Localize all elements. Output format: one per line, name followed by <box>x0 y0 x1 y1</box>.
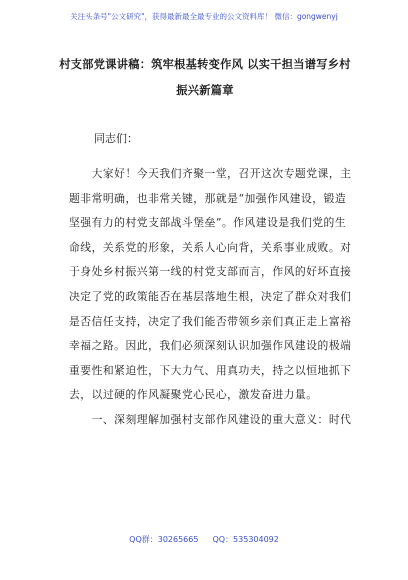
body-line: 决定了党的政策能否在基层落地生根，决定了群众对我们 <box>69 289 352 303</box>
body-line: 是否信任支持，决定了我们能否带领乡亲们真正走上富裕 <box>69 314 352 328</box>
title-line-2: 振兴新篇章 <box>176 83 234 97</box>
body-line: 命线，关系党的形象，关系人心向背，关系事业成败。对 <box>69 240 352 254</box>
footer-contact <box>0 534 408 545</box>
body-line: 去，以过硬的作风凝聚党心民心，激发奋进力量。 <box>69 388 318 402</box>
body-text <box>69 162 359 433</box>
footer-qq-group: QQ群：30265665 <box>129 535 199 544</box>
body-line: 坚强有力的村党支部战斗堡垒”。作风建设是我们党的生 <box>69 216 347 230</box>
body-line: 幸福之路。因此，我们必须深刻认识加强作风建设的极端 <box>69 339 352 353</box>
header-banner: 关注头条号"公文研究"，获得最新最全最专业的公文资料库！ 微信：gongwenyj <box>70 12 338 21</box>
body-line: 大家好！今天我们齐聚一堂，召开这次专题党课，主 <box>69 167 352 180</box>
body-line: 重要性和紧迫性，下大力气、用真功夫，持之以恒地抓下 <box>69 363 352 377</box>
body-line: 于身处乡村振兴第一线的村党支部而言，作风的好坏直接 <box>69 265 352 279</box>
footer-qq: QQ：535304092 <box>212 535 279 544</box>
document-title <box>40 51 370 103</box>
body-line: 题非常明确，也非常关键，那就是“加强作风建设，锻造 <box>69 191 347 205</box>
body-line: 一、深刻理解加强村支部作风建设的重大意义：时代 <box>69 412 352 426</box>
title-line-1: 村支部党课讲稿：筑牢根基转变作风 以实干担当谱写乡村 <box>59 57 351 71</box>
salutation: 同志们： <box>94 132 138 145</box>
